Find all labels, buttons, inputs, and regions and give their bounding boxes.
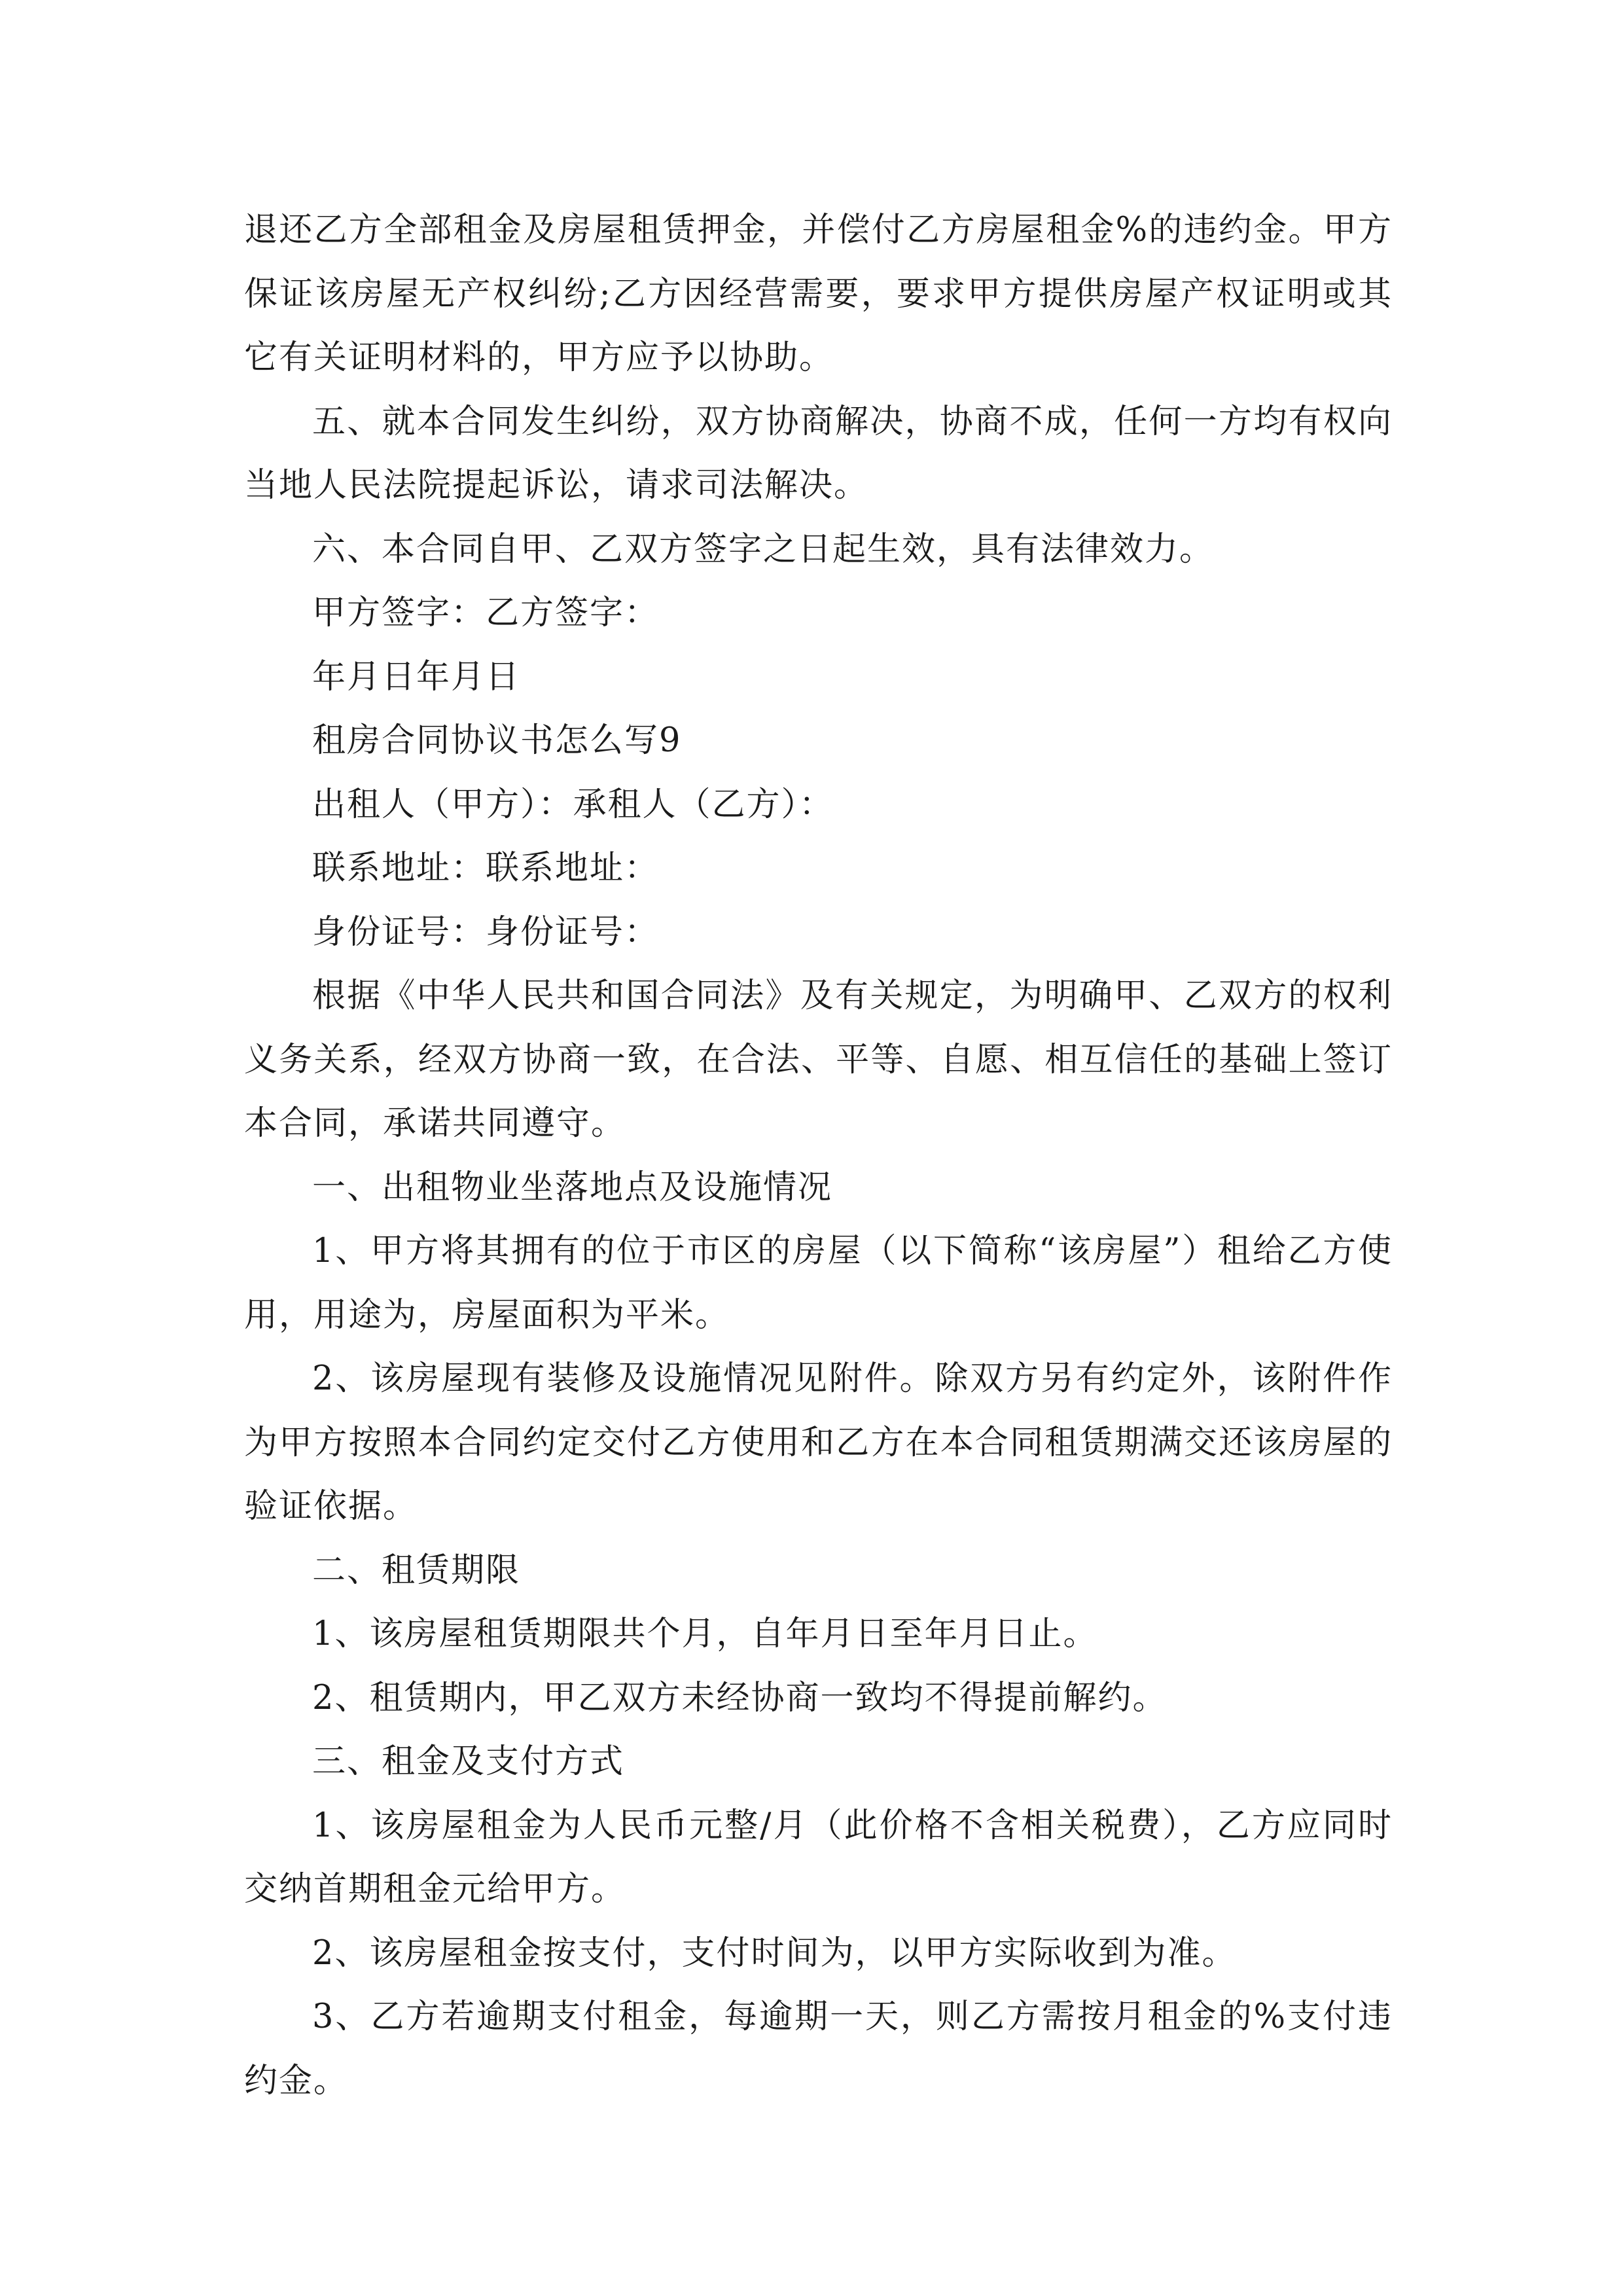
heading-rent-payment: 三、租金及支付方式 bbox=[312, 1742, 625, 1781]
paragraph-clause-5: 五、就本合同发生纠纷，双方协商解决，协商不成，任何一方均有权向当地人民法院提起诉讼，请求司法解决。 bbox=[244, 402, 1393, 505]
id-number-line: 身份证号：身份证号： bbox=[312, 912, 660, 952]
parties-line: 出租人（甲方）：承租人（乙方）： bbox=[312, 785, 834, 824]
clause-2-1: 1、该房屋租赁期限共个月，自年月日至年月日止。 bbox=[312, 1615, 1098, 1653]
heading-property-location: 一、出租物业坐落地点及设施情况 bbox=[312, 1168, 833, 1207]
signature-line: 甲方签字：乙方签字： bbox=[312, 594, 660, 632]
heading-lease-term: 二、租赁期限 bbox=[312, 1551, 521, 1590]
section-title: 租房合同协议书怎么写9 bbox=[312, 721, 682, 760]
paragraph-continuation: 退还乙方全部租金及房屋租赁押金，并偿付乙方房屋租金%的违约金。甲方保证该房屋无产权纠纷;乙方因经营需要，要求甲方提供房屋产权证明或其它有关证明材料的，甲方应予以协助。 bbox=[244, 211, 1393, 377]
preamble-paragraph: 根据《中华人民共和国合同法》及有关规定，为明确甲、乙双方的权利义务关系，经双方协商一致，在合法、平等、自愿、相互信任的基础上签订本合同，承诺共同遵守。 bbox=[244, 977, 1393, 1143]
clause-1-1: 1、甲方将其拥有的位于市区的房屋（以下简称“该房屋”）租给乙方使用，用途为，房屋面积为平米。 bbox=[244, 1232, 1393, 1335]
document-body bbox=[244, 198, 1393, 2113]
clause-3-2: 2、该房屋租金按支付，支付时间为，以甲方实际收到为准。 bbox=[312, 1933, 1237, 1973]
clause-2-2: 2、租赁期内，甲乙双方未经协商一致均不得提前解约。 bbox=[312, 1678, 1168, 1717]
clause-3-1: 1、该房屋租金为人民币元整/月（此价格不含相关税费），乙方应同时交纳首期租金元给甲方。 bbox=[244, 1806, 1393, 1909]
clause-3-3: 3、乙方若逾期支付租金，每逾期一天，则乙方需按月租金的%支付违约金。 bbox=[244, 1998, 1393, 2100]
paragraph-clause-6: 六、本合同自甲、乙双方签字之日起生效，具有法律效力。 bbox=[312, 529, 1215, 569]
clause-1-2: 2、该房屋现有装修及设施情况见附件。除双方另有约定外，该附件作为甲方按照本合同约定交付乙方使用和乙方在本合同租赁期满交还该房屋的验证依据。 bbox=[244, 1359, 1393, 1526]
address-line: 联系地址：联系地址： bbox=[312, 849, 660, 888]
date-line: 年月日年月日 bbox=[312, 657, 521, 696]
